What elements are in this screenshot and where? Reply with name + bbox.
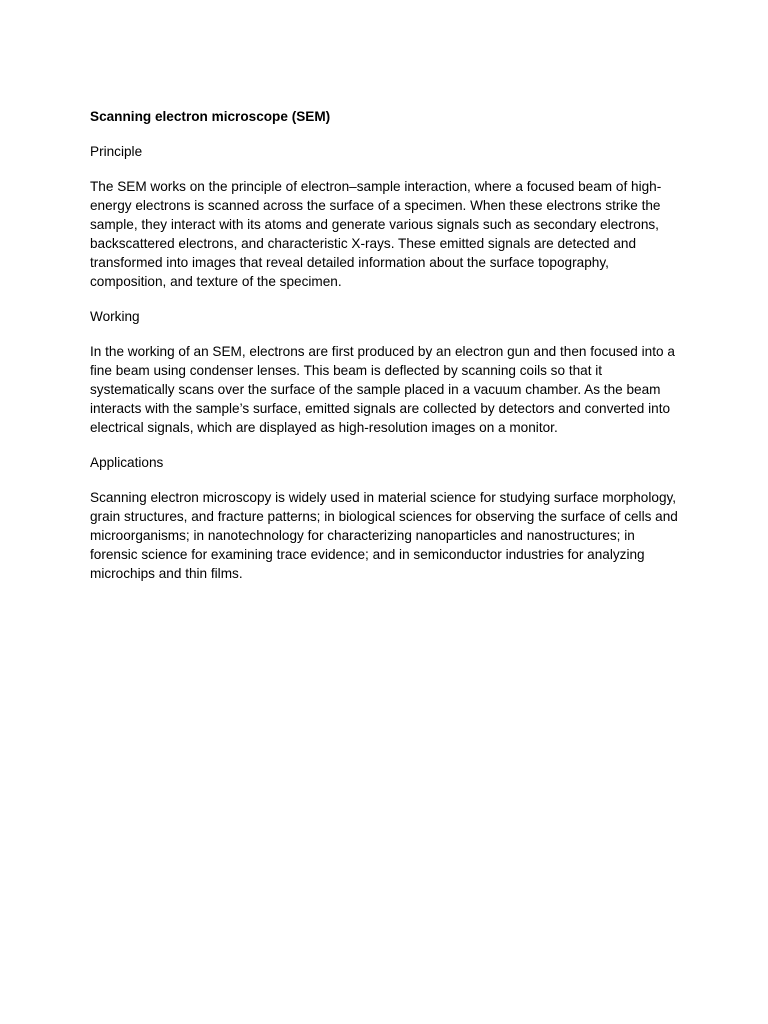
section-heading-applications: Applications [90, 455, 164, 470]
section-heading-working: Working [90, 309, 140, 324]
section-heading-principle: Principle [90, 144, 143, 159]
section-body-principle: The SEM works on the principle of electron–sample interaction, where a focused beam of high-energy electrons is scanned across the surface of a specimen. When these electrons strike the sample, they interact with its atoms and generate various signals such as secondary electrons, backscattered electrons, and characteristic X-rays. These emitted signals are detected and transformed into images that reveal detailed information about the surface topography, composition, and texture of the specimen. [90, 179, 662, 289]
section-body-applications: Scanning electron microscopy is widely used in material science for studying surface morphology, grain structures, and fracture patterns; in biological sciences for observing the surface of cells and microorganisms; in nanotechnology for characterizing nanoparticles and nanostructures; in forensic science for examining trace evidence; and in semiconductor industries for analyzing microchips and thin films. [90, 490, 678, 581]
document-title: Scanning electron microscope (SEM) [90, 109, 331, 124]
document-page [90, 107, 682, 599]
section-body-working: In the working of an SEM, electrons are first produced by an electron gun and then focused into a fine beam using condenser lenses. This beam is deflected by scanning coils so that it systematically scans over the surface of the sample placed in a vacuum chamber. As the beam interacts with the sample’s surface, emitted signals are collected by detectors and converted into electrical signals, which are displayed as high-resolution images on a monitor. [90, 344, 675, 435]
